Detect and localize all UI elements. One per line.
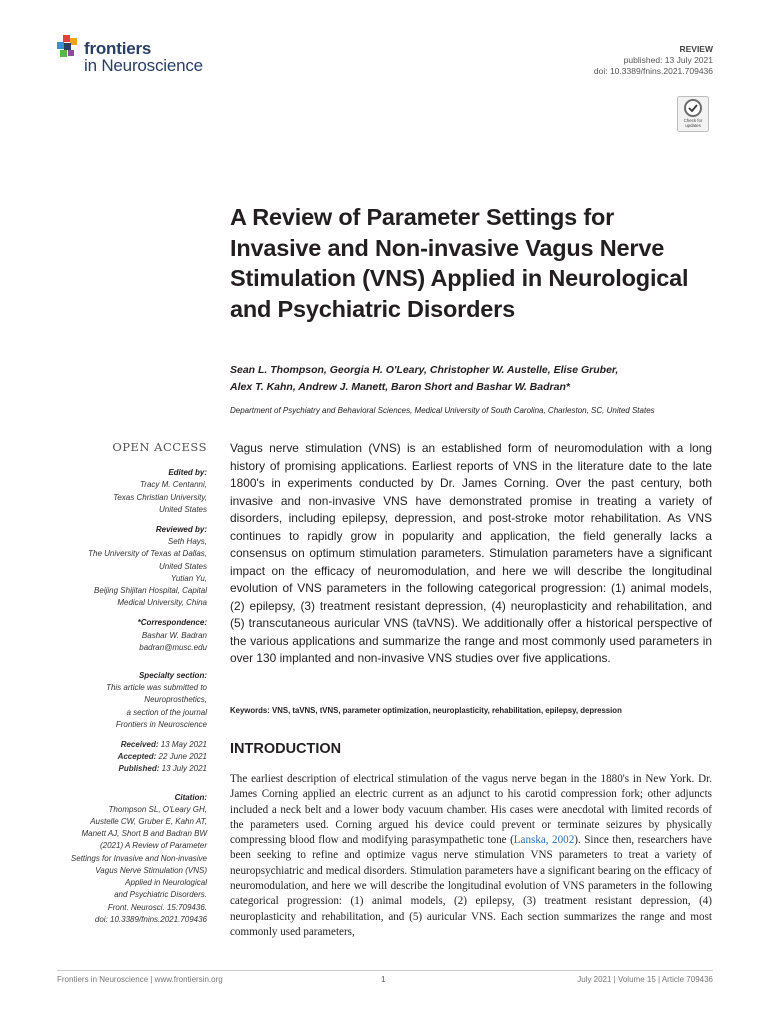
- check-for-updates-icon[interactable]: [677, 96, 709, 132]
- open-access-label: OPEN ACCESS: [112, 440, 207, 454]
- footer-divider: [57, 970, 713, 971]
- abstract: Vagus nerve stimulation (VNS) is an established form of neuromodulation with a long history of promising applications. Earliest reports of VNS in the literature date to the late 1800's in experiments conducted by Dr. James Corning. Over the past century, both invasive and non-invasive VNS have demonstrated promise in treating a variety of disorders, including epilepsy, depression, and post-stroke motor rehabilitation. As VNS continues to rapidly grow in popularity and application, the field generally lacks a consensus on optimum stimulation parameters. Stimulation parameters have a significant impact on the efficacy of neuromodulation, and here we will describe the longitudinal evolution of VNS parameters in the following categorical progression: (1) animal models, (2) epilepsy, (3) treatment resistant depression, (4) neuroplasticity and rehabilitation, and (5) transcutaneous auricular VNS (taVNS). We additionally offer a historical perspective of the various applications and summarize the range and most commonly used parameters in over 130 implanted and non-invasive VNS studies over five applications.: [230, 441, 712, 665]
- reviewer-line: Medical University, China: [117, 598, 207, 608]
- authors-line[interactable]: Alex T. Kahn, Andrew J. Manett, Baron Short and Bashar W. Badran*: [230, 381, 570, 393]
- citation-line: Applied in Neurological: [125, 878, 207, 888]
- article-info-sidebar: [57, 441, 207, 926]
- svg-text:updates: updates: [685, 123, 701, 128]
- specialty-line: This article was submitted to: [106, 683, 207, 693]
- logo-subtitle: in Neuroscience: [84, 56, 203, 75]
- footer-issue: July 2021 | Volume 15 | Article 709436: [577, 975, 713, 984]
- citation-link[interactable]: Lanska, 2002: [513, 834, 575, 847]
- keywords: [230, 706, 712, 715]
- specialty-line: Neuroprosthetics,: [144, 695, 207, 705]
- specialty-line: a section of the journal: [126, 707, 207, 717]
- citation-line: Settings for Invasive and Non-invasive: [70, 853, 207, 863]
- citation-line: (2021) A Review of Parameter: [99, 841, 207, 851]
- correspondence-name: Bashar W. Badran: [141, 630, 207, 640]
- author-list: [230, 362, 710, 396]
- frontiers-logo-icon: [57, 35, 79, 61]
- article-type: REVIEW: [679, 44, 713, 54]
- published-date-sidebar: Published: 13 July 2021: [118, 764, 207, 774]
- citation-line: Vagus Nerve Stimulation (VNS): [95, 865, 207, 875]
- received-date: Received: 13 May 2021: [120, 740, 207, 750]
- article-meta: [594, 44, 713, 77]
- authors-line[interactable]: Sean L. Thompson, Georgia H. O'Leary, Christopher W. Austelle, Elise Gruber,: [230, 364, 619, 376]
- citation-line: and Psychiatric Disorders.: [114, 890, 207, 900]
- article-title: A Review of Parameter Settings for Invasive and Non-invasive Vagus Nerve Stimulation (VNS) Applied in Neurological and Psychiatric Disorders: [230, 204, 689, 322]
- affiliation: Department of Psychiatry and Behavioral Sciences, Medical University of South Carolina, Charleston, SC, United States: [230, 406, 655, 415]
- svg-text:Check for: Check for: [683, 118, 703, 123]
- citation-line: Thompson SL, O'Leary GH,: [108, 804, 207, 814]
- intro-paragraph: The earliest description of electrical stimulation of the vagus nerve began in the 1880's in New York. Dr. James Corning applied an electric current as an adjunct to his carotid compression fork; other adjuncts included a neck belt and a lower body vacuum chamber. His cases were anecdotal with limited records of the parameters used. Corning argued his device could prevent or terminate seizures by physically compressing blood flow and modifying parasympathetic tone (Lanska, 2002). Since then, researchers have been seeking to refine and optimize vagus nerve stimulation VNS parameters to treat a variety of neuropsychiatric and medical disorders. Stimulation parameters have a significant bearing on the efficacy of neuromodulation, and here we will describe the longitudinal evolution of VNS parameters in the following categorical progression: (1) animal models, (2) epilepsy, (3) treatment resistant depression, (4) neuroplasticity and rehabilitation, and (5) auricular VNS. Each section summarizes the range and most commonly used parameters,: [230, 773, 712, 938]
- editor-line[interactable]: Tracy M. Centanni,: [140, 480, 207, 490]
- footer-journal[interactable]: Frontiers in Neuroscience | www.frontiersin.org: [57, 975, 223, 984]
- citation-label: Citation:: [174, 792, 207, 802]
- reviewer-line: The University of Texas at Dallas,: [88, 549, 207, 559]
- specialty-label: Specialty section:: [138, 671, 207, 681]
- specialty-line: Frontiers in Neuroscience: [115, 719, 207, 729]
- citation-line[interactable]: doi: 10.3389/fnins.2021.709436: [94, 914, 207, 924]
- reviewed-by-label: Reviewed by:: [155, 525, 207, 535]
- keywords-label: Keywords:: [230, 706, 270, 715]
- citation-line: Manett AJ, Short B and Badran BW: [81, 829, 207, 839]
- accepted-date: Accepted: 22 June 2021: [117, 752, 207, 762]
- correspondence-email[interactable]: badran@musc.edu: [139, 642, 207, 652]
- editor-line: United States: [158, 504, 207, 514]
- edited-by-label: Edited by:: [168, 468, 207, 478]
- citation-line: Front. Neurosci. 15:709436.: [107, 902, 207, 912]
- article-doi[interactable]: doi: 10.3389/fnins.2021.709436: [593, 66, 713, 76]
- citation-line: Austelle CW, Gruber E, Kahn AT,: [90, 817, 207, 827]
- published-date: published: 13 July 2021: [623, 55, 713, 65]
- logo-title: frontiers: [84, 39, 152, 58]
- journal-logo: [57, 33, 227, 81]
- section-heading: INTRODUCTION: [230, 741, 342, 757]
- page-number: 1: [381, 975, 386, 984]
- reviewer-line[interactable]: Seth Hays,: [167, 537, 207, 547]
- editor-line: Texas Christian University,: [113, 492, 207, 502]
- correspondence-label: *Correspondence:: [137, 618, 207, 628]
- reviewer-line: Beijing Shijitan Hospital, Capital: [94, 586, 207, 596]
- reviewer-line[interactable]: Yutian Yu,: [170, 573, 207, 583]
- reviewer-line: United States: [158, 561, 207, 571]
- keywords-list: VNS, taVNS, tVNS, parameter optimization, neuroplasticity, rehabilitation, epilepsy, depression: [272, 706, 622, 715]
